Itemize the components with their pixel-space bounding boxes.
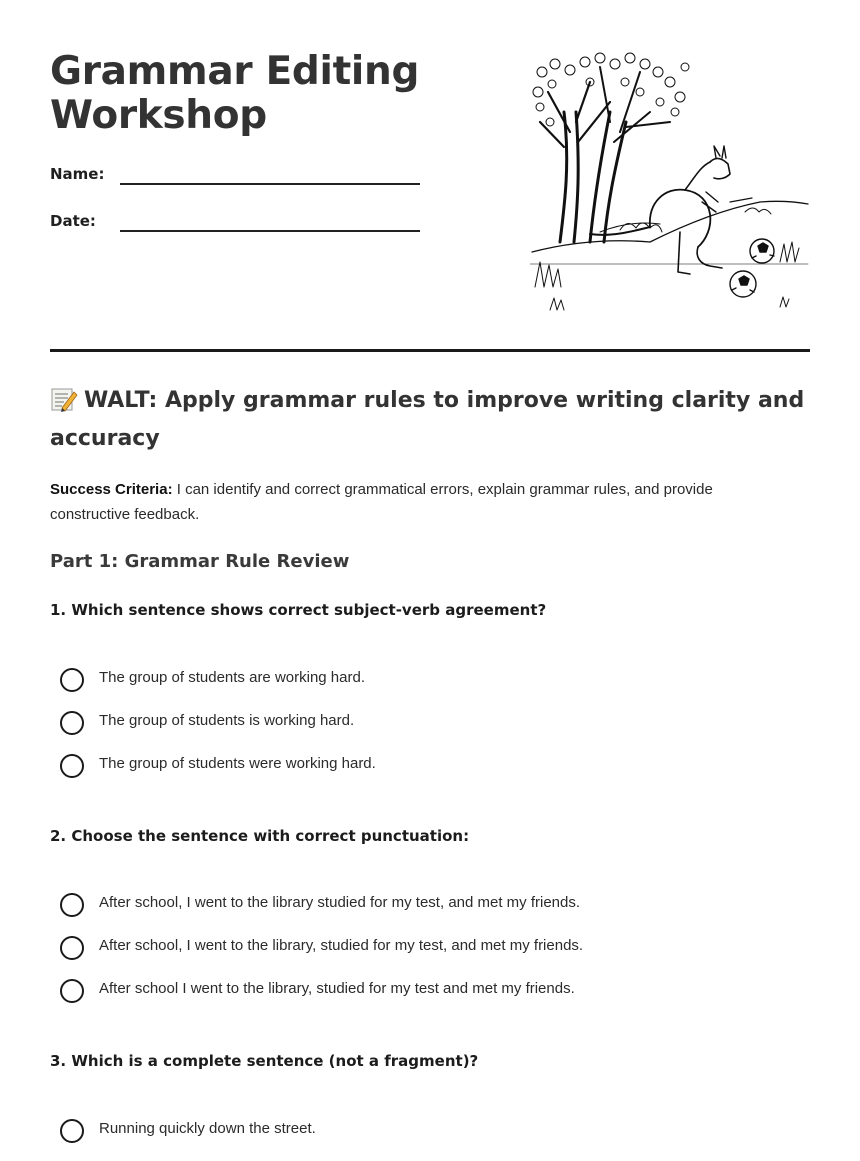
radio-button[interactable] xyxy=(60,979,84,1003)
option-label: The group of students were working hard. xyxy=(99,755,376,772)
date-label: Date: xyxy=(50,212,96,230)
question-1-option-3[interactable] xyxy=(60,753,780,783)
option-label: After school I went to the library, studied for my test and met my friends. xyxy=(99,980,575,997)
option-label: Running quickly down the street. xyxy=(99,1120,316,1137)
radio-button[interactable] xyxy=(60,1119,84,1143)
success-criteria xyxy=(50,477,790,527)
radio-button[interactable] xyxy=(60,893,84,917)
walt-text: WALT: Apply grammar rules to improve writing clarity and accuracy xyxy=(50,388,805,451)
radio-button[interactable] xyxy=(60,711,84,735)
worksheet-header xyxy=(50,0,810,352)
name-writing-line[interactable] xyxy=(120,183,420,185)
date-field[interactable] xyxy=(50,210,420,240)
question-1-text: 1. Which sentence shows correct subject-verb agreement? xyxy=(50,601,547,619)
question-2-text: 2. Choose the sentence with correct punctuation: xyxy=(50,827,470,845)
radio-button[interactable] xyxy=(60,754,84,778)
success-criteria-text: I can identify and correct grammatical errors, explain grammar rules, and provide constructive feedback. xyxy=(50,481,713,523)
memo-icon xyxy=(50,386,78,412)
page-title xyxy=(50,50,419,138)
question-3-text: 3. Which is a complete sentence (not a fragment)? xyxy=(50,1052,479,1070)
question-2-option-3[interactable] xyxy=(60,978,780,1008)
kangaroo-with-soccer-balls-illustration xyxy=(530,52,810,312)
option-label: The group of students are working hard. xyxy=(99,669,365,686)
question-1-option-2[interactable] xyxy=(60,710,780,740)
option-label: After school, I went to the library, studied for my test, and met my friends. xyxy=(99,937,584,954)
question-2-option-1[interactable] xyxy=(60,892,780,922)
part-1-title: Part 1: Grammar Rule Review xyxy=(50,551,350,572)
question-1-option-1[interactable] xyxy=(60,667,780,697)
question-2-option-2[interactable] xyxy=(60,935,780,965)
option-label: After school, I went to the library studied for my test, and met my friends. xyxy=(99,894,581,911)
name-label: Name: xyxy=(50,165,105,183)
walt-heading xyxy=(50,382,810,458)
option-label: The group of students is working hard. xyxy=(99,712,355,729)
title-line-1: Grammar Editing xyxy=(50,49,420,94)
worksheet-page xyxy=(50,0,810,1137)
success-criteria-label: Success Criteria: xyxy=(50,481,173,498)
title-line-2: Workshop xyxy=(50,93,267,138)
radio-button[interactable] xyxy=(60,668,84,692)
radio-button[interactable] xyxy=(60,936,84,960)
name-field[interactable] xyxy=(50,163,420,193)
question-3-option-1[interactable] xyxy=(60,1118,780,1148)
date-writing-line[interactable] xyxy=(120,230,420,232)
